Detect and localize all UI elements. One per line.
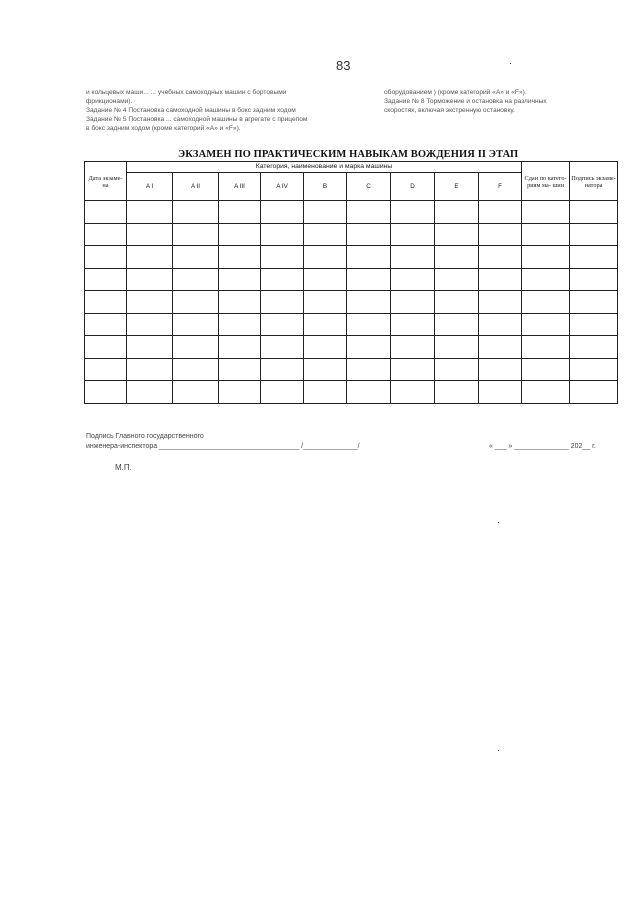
table-cell[interactable] bbox=[391, 313, 435, 336]
scan-speck bbox=[498, 750, 499, 751]
table-cell[interactable] bbox=[347, 201, 391, 224]
table-cell[interactable] bbox=[347, 358, 391, 381]
intro-text-line: Задание № 5 Постановка ... самоходной машины в агрегате с прицепом bbox=[86, 116, 308, 123]
table-cell[interactable] bbox=[522, 336, 570, 359]
table-cell[interactable] bbox=[304, 268, 347, 291]
table-row bbox=[85, 201, 618, 224]
table-cell[interactable] bbox=[219, 381, 261, 404]
table-cell[interactable] bbox=[347, 381, 391, 404]
category-b-header: B bbox=[304, 173, 347, 201]
table-cell[interactable] bbox=[85, 358, 127, 381]
intro-text-line: Задание № 4 Постановка самоходной машины в бокс задним ходом bbox=[86, 107, 296, 114]
category-d-header: D bbox=[391, 173, 435, 201]
table-row bbox=[85, 246, 618, 269]
table-cell[interactable] bbox=[304, 336, 347, 359]
table-cell[interactable] bbox=[522, 313, 570, 336]
table-cell[interactable] bbox=[570, 381, 618, 404]
table-cell[interactable] bbox=[435, 336, 479, 359]
category-f-header: F bbox=[479, 173, 522, 201]
table-row bbox=[85, 291, 618, 314]
table-row bbox=[85, 313, 618, 336]
table-row bbox=[85, 223, 618, 246]
exam-table bbox=[84, 161, 618, 404]
table-cell[interactable] bbox=[127, 201, 173, 224]
table-cell[interactable] bbox=[347, 336, 391, 359]
table-cell[interactable] bbox=[435, 246, 479, 269]
table-cell[interactable] bbox=[261, 246, 304, 269]
scan-speck bbox=[510, 63, 511, 64]
signature-header: Подпись экзаме- натора bbox=[570, 162, 618, 201]
category-a1-header: A I bbox=[127, 173, 173, 201]
table-cell[interactable] bbox=[127, 358, 173, 381]
table-cell[interactable] bbox=[479, 358, 522, 381]
table-cell[interactable] bbox=[522, 201, 570, 224]
table-cell[interactable] bbox=[435, 223, 479, 246]
table-cell[interactable] bbox=[304, 246, 347, 269]
table-cell[interactable] bbox=[173, 313, 219, 336]
table-cell[interactable] bbox=[479, 246, 522, 269]
table-cell[interactable] bbox=[85, 291, 127, 314]
table-row bbox=[85, 381, 618, 404]
table-cell[interactable] bbox=[173, 268, 219, 291]
page-number: 83 bbox=[336, 58, 351, 73]
signature-line: инженера-инспектора ____________________________________ /______________/ bbox=[86, 443, 360, 450]
table-cell[interactable] bbox=[570, 268, 618, 291]
table-cell[interactable] bbox=[391, 291, 435, 314]
table-cell[interactable] bbox=[522, 268, 570, 291]
table-cell[interactable] bbox=[435, 291, 479, 314]
table-cell[interactable] bbox=[570, 291, 618, 314]
table-cell[interactable] bbox=[304, 201, 347, 224]
table-cell[interactable] bbox=[391, 201, 435, 224]
scan-speck bbox=[498, 522, 499, 523]
intro-right-column bbox=[384, 88, 594, 115]
table-cell[interactable] bbox=[570, 201, 618, 224]
table-cell[interactable] bbox=[479, 336, 522, 359]
table-cell[interactable] bbox=[570, 246, 618, 269]
table-cell[interactable] bbox=[435, 313, 479, 336]
table-cell[interactable] bbox=[173, 291, 219, 314]
table-cell[interactable] bbox=[85, 223, 127, 246]
table-cell[interactable] bbox=[173, 358, 219, 381]
table-cell[interactable] bbox=[479, 223, 522, 246]
table-cell[interactable] bbox=[522, 291, 570, 314]
table-cell[interactable] bbox=[261, 381, 304, 404]
intro-left-column bbox=[86, 88, 376, 133]
table-cell[interactable] bbox=[127, 223, 173, 246]
table-cell[interactable] bbox=[85, 313, 127, 336]
table-cell[interactable] bbox=[127, 246, 173, 269]
table-cell[interactable] bbox=[127, 381, 173, 404]
table-cell[interactable] bbox=[85, 201, 127, 224]
table-cell[interactable] bbox=[347, 223, 391, 246]
table-cell[interactable] bbox=[85, 336, 127, 359]
table-cell[interactable] bbox=[219, 223, 261, 246]
passed-header: Сдан по катего- риям ма- шин bbox=[522, 162, 570, 201]
table-cell[interactable] bbox=[347, 313, 391, 336]
table-cell[interactable] bbox=[435, 358, 479, 381]
table-cell[interactable] bbox=[522, 358, 570, 381]
table-cell[interactable] bbox=[85, 246, 127, 269]
table-cell[interactable] bbox=[347, 291, 391, 314]
table-cell[interactable] bbox=[347, 268, 391, 291]
table-cell[interactable] bbox=[219, 268, 261, 291]
table-cell[interactable] bbox=[173, 381, 219, 404]
table-cell[interactable] bbox=[173, 246, 219, 269]
table-cell[interactable] bbox=[479, 291, 522, 314]
table-cell[interactable] bbox=[391, 268, 435, 291]
table-cell[interactable] bbox=[85, 268, 127, 291]
table-cell[interactable] bbox=[127, 313, 173, 336]
stamp-place: М.П. bbox=[115, 463, 132, 472]
table-cell[interactable] bbox=[261, 223, 304, 246]
exam-table-body bbox=[85, 201, 618, 404]
table-cell[interactable] bbox=[219, 336, 261, 359]
table-cell[interactable] bbox=[127, 268, 173, 291]
exam-title: ЭКЗАМЕН ПО ПРАКТИЧЕСКИМ НАВЫКАМ ВОЖДЕНИЯ II ЭТАП bbox=[178, 149, 519, 160]
table-row bbox=[85, 358, 618, 381]
table-cell[interactable] bbox=[522, 381, 570, 404]
table-cell[interactable] bbox=[479, 313, 522, 336]
table-cell[interactable] bbox=[127, 336, 173, 359]
intro-text-line: и кольцевых маши... ... учебных самоходных машин с бортовыми bbox=[86, 89, 287, 96]
category-c-header: C bbox=[347, 173, 391, 201]
table-cell[interactable] bbox=[570, 313, 618, 336]
table-cell[interactable] bbox=[435, 268, 479, 291]
table-cell[interactable] bbox=[85, 381, 127, 404]
table-cell[interactable] bbox=[219, 313, 261, 336]
table-cell[interactable] bbox=[304, 223, 347, 246]
table-cell[interactable] bbox=[173, 201, 219, 224]
table-cell[interactable] bbox=[570, 358, 618, 381]
category-a4-header: A IV bbox=[261, 173, 304, 201]
intro-text-line: оборудованием ) (кроме категорий «А» и «F»). bbox=[384, 89, 527, 96]
table-cell[interactable] bbox=[391, 336, 435, 359]
table-cell[interactable] bbox=[391, 358, 435, 381]
table-cell[interactable] bbox=[219, 246, 261, 269]
signature-date-line: « ___ » ______________ 202__ г. bbox=[489, 443, 596, 450]
table-cell[interactable] bbox=[479, 201, 522, 224]
table-cell[interactable] bbox=[261, 201, 304, 224]
intro-text-line: фрикционами). bbox=[86, 98, 133, 105]
table-cell[interactable] bbox=[261, 313, 304, 336]
table-cell[interactable] bbox=[219, 201, 261, 224]
table-cell[interactable] bbox=[173, 223, 219, 246]
table-cell[interactable] bbox=[522, 246, 570, 269]
table-cell[interactable] bbox=[522, 223, 570, 246]
table-cell[interactable] bbox=[479, 268, 522, 291]
table-cell[interactable] bbox=[304, 291, 347, 314]
table-cell[interactable] bbox=[304, 313, 347, 336]
table-cell[interactable] bbox=[127, 291, 173, 314]
table-cell[interactable] bbox=[570, 336, 618, 359]
intro-text-line: Задание № 8 Торможение и остановка на различных bbox=[384, 98, 547, 105]
table-cell[interactable] bbox=[391, 246, 435, 269]
table-cell[interactable] bbox=[347, 246, 391, 269]
table-cell[interactable] bbox=[261, 291, 304, 314]
table-row bbox=[85, 268, 618, 291]
signature-caption: Подпись Главного государственного bbox=[86, 433, 204, 440]
table-cell[interactable] bbox=[261, 358, 304, 381]
table-cell[interactable] bbox=[304, 358, 347, 381]
table-cell[interactable] bbox=[261, 336, 304, 359]
category-a2-header: A II bbox=[173, 173, 219, 201]
table-cell[interactable] bbox=[261, 268, 304, 291]
intro-text-line: скоростях, включая экстренную остановку. bbox=[384, 107, 515, 114]
table-cell[interactable] bbox=[435, 201, 479, 224]
category-a3-header: A III bbox=[219, 173, 261, 201]
table-cell[interactable] bbox=[435, 381, 479, 404]
category-header: Категория, наименование и марка машины bbox=[127, 162, 522, 173]
table-cell[interactable] bbox=[479, 381, 522, 404]
table-cell[interactable] bbox=[219, 358, 261, 381]
table-cell[interactable] bbox=[173, 336, 219, 359]
table-cell[interactable] bbox=[391, 381, 435, 404]
intro-text-line: в бокс задним ходом (кроме категорий «А» и «F»). bbox=[86, 125, 241, 132]
table-cell[interactable] bbox=[219, 291, 261, 314]
table-cell[interactable] bbox=[304, 381, 347, 404]
date-header: Дата экзаме- на bbox=[85, 162, 127, 201]
category-e-header: E bbox=[435, 173, 479, 201]
table-row bbox=[85, 336, 618, 359]
table-cell[interactable] bbox=[570, 223, 618, 246]
table-cell[interactable] bbox=[391, 223, 435, 246]
